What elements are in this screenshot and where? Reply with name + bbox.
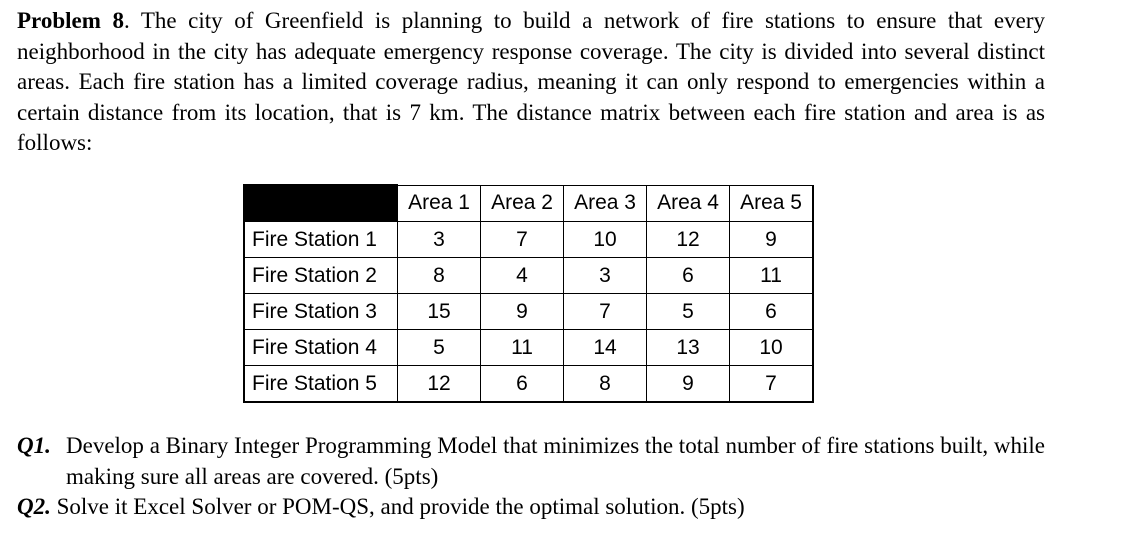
table-cell: 8 — [398, 258, 481, 294]
distance-matrix-table — [243, 184, 814, 403]
table-row — [244, 366, 813, 403]
row-header-fire-station-5: Fire Station 5 — [244, 366, 398, 403]
row-header-fire-station-3: Fire Station 3 — [244, 294, 398, 330]
question-2 — [17, 492, 1045, 523]
table-row — [244, 222, 813, 258]
table-row — [244, 330, 813, 366]
table-cell: 4 — [481, 258, 564, 294]
table-cell: 15 — [398, 294, 481, 330]
table-header-row — [244, 185, 813, 222]
question-2-label: Q2. — [17, 494, 51, 519]
questions-section — [17, 431, 1045, 523]
table-corner-cell — [244, 185, 398, 222]
table-cell: 11 — [730, 258, 814, 294]
column-header-area-1: Area 1 — [398, 185, 481, 222]
table-cell: 12 — [647, 222, 730, 258]
problem-statement — [17, 6, 1045, 159]
table-cell: 5 — [398, 330, 481, 366]
table-cell: 6 — [647, 258, 730, 294]
table-cell: 9 — [730, 222, 814, 258]
row-header-fire-station-1: Fire Station 1 — [244, 222, 398, 258]
table-cell: 7 — [564, 294, 647, 330]
table-cell: 9 — [481, 294, 564, 330]
problem-text: . The city of Greenfield is planning to build a network of fire stations to ensure that every neighborhood in the city has adequate emergency response coverage. The city is divided into several distinct areas. Each fire station has a limited coverage radius, meaning it can only respond to emergencies within a certain distance from its location, that is 7 km. The distance matrix between each fire station and area is as follows: — [17, 8, 1045, 155]
table-cell: 12 — [398, 366, 481, 403]
row-header-fire-station-2: Fire Station 2 — [244, 258, 398, 294]
table-row — [244, 294, 813, 330]
question-2-text: Solve it Excel Solver or POM-QS, and provide the optimal solution. (5pts) — [50, 494, 745, 519]
column-header-area-2: Area 2 — [481, 185, 564, 222]
row-header-fire-station-4: Fire Station 4 — [244, 330, 398, 366]
column-header-area-5: Area 5 — [730, 185, 814, 222]
question-1 — [17, 431, 1045, 492]
table-cell: 11 — [481, 330, 564, 366]
table-cell: 6 — [481, 366, 564, 403]
table-cell: 10 — [564, 222, 647, 258]
table-cell: 3 — [398, 222, 481, 258]
table-row — [244, 258, 813, 294]
table-cell: 7 — [481, 222, 564, 258]
question-1-text: Develop a Binary Integer Programming Model that minimizes the total number of fire stations built, while making sure all areas are covered. (5pts) — [66, 433, 1045, 489]
table-cell: 5 — [647, 294, 730, 330]
table-cell: 13 — [647, 330, 730, 366]
problem-label: Problem 8 — [17, 8, 124, 33]
table-cell: 10 — [730, 330, 814, 366]
table-cell: 6 — [730, 294, 814, 330]
question-1-label: Q1. — [17, 433, 51, 458]
table-cell: 7 — [730, 366, 814, 403]
table-cell: 14 — [564, 330, 647, 366]
table-cell: 8 — [564, 366, 647, 403]
table-cell: 3 — [564, 258, 647, 294]
table-cell: 9 — [647, 366, 730, 403]
column-header-area-4: Area 4 — [647, 185, 730, 222]
column-header-area-3: Area 3 — [564, 185, 647, 222]
